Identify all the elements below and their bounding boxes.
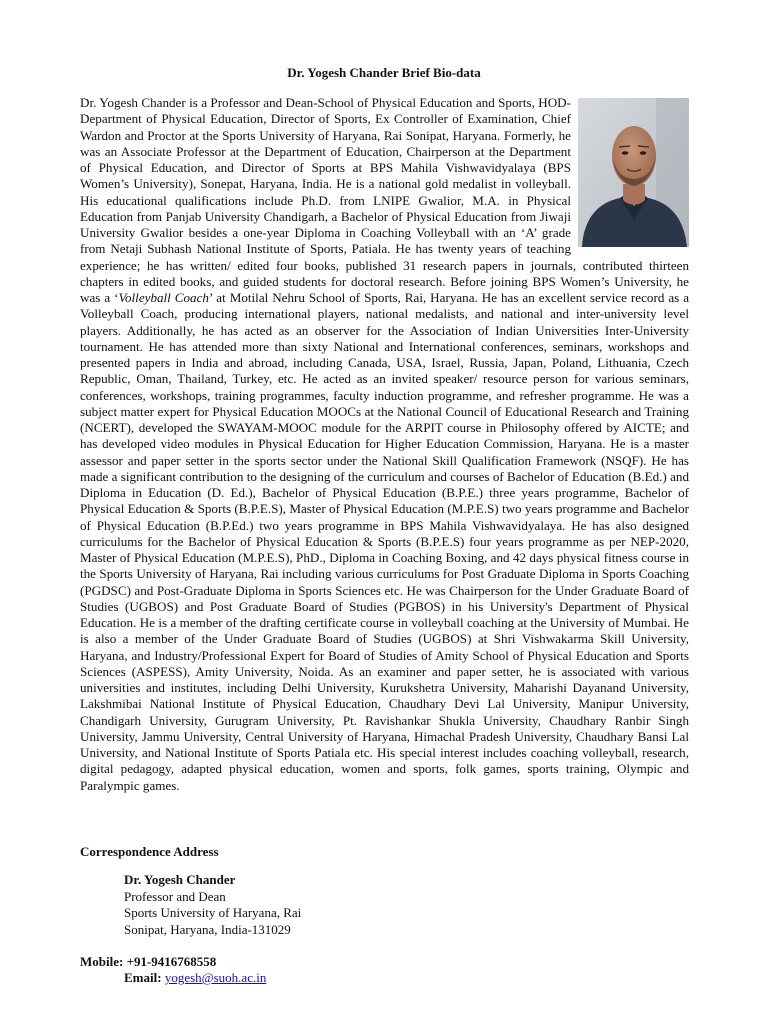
bio-text-part2: ’ at Motilal Nehru School of Sports, Rai, Haryana. He has an excellent service record as a Volleyball Coach, producing international players, national medalists, and national and inter-university level players. Additionally, he has acted as an observer for the Association of Indian Universities Inter-University tournament. He has attended more than sixty National and International conferences, seminars, workshops and presented papers in India and abroad, including Canada, USA, Israel, Russia, Japan, Poland, Lithuania, Czech Republic, Oman, Thailand, Turkey, etc. He acted as an invited speaker/ resource person for various seminars, conferences, workshops, training programmes, faculty induction programme, and refresher programme. He was a subject matter expert for Physical Education MOOCs at the National Council of Educational Research and Training (NCERT), developed the SWAYAM-MOOC module for the ARPIT course in Philosophy offered by AICTE; and has developed video modules in Physical Education for Higher Education Commission, Haryana. He is a master assessor and paper setter in the sports sector under the National Skill Qualification Framework (NSQF). He has made a significant contribution to the designing of the curriculum and courses of Bachelor of Education (B.Ed.) and Diploma in Education (D. Ed.), Bachelor of Physical Education (B.P.E.) three years programme, Bachelor of Physical Education & Sports (B.P.E.S), Master of Physical Education (M.P.E.S) two years programme and Bachelor of Physical Education (B.P.Ed.) two years programme in BPS Mahila Vishwavidyalaya. He has also designed curriculums for the Bachelor of Physical Education & Sports (B.P.E.S) four years programme as per NEP-2020, Master of Physical Education (M.P.E.S), PhD., Diploma in Coaching Boxing, and 42 days physical fitness course in the Sports University of Haryana, Rai including various curriculums for Post Graduate Diploma in Sports Coaching (PGDSC) and Post-Graduate Diploma in Sports Sciences etc. He was Chairperson for the Under Graduate Board of Studies (UGBOS) and Post Graduate Board of Studies (PGBOS) in his University's Department of Physical Education. He is a member of the drafting certificate course in volleyball coaching at the University of Mumbai. He is also a member of the Under Graduate Board of Studies (UGBOS) at Shri Vishwakarma Skill University, Haryana, and Industry/Professional Expert for Board of Studies of Amity School of Physical Education and Sports Sciences (ASPESS), Amity University, Noida. As an examiner and paper setter, he is associated with various universities and institutes, including Delhi University, Kurukshetra University, Maharishi Dayanand University, Lakshmibai National Institute of Physical Education, Chaudhary Devi Lal University, Manipur University, Chandigarh University, Gurugram University, Pt. Ravishankar Shukla University, Chaudhary Ranbir Singh University, Jammu University, Central University of Haryana, Himachal Pradesh University, Chaudhary Bansi Lal University, and National Institute of Sports Patiala etc. His special interest includes coaching volleyball, research, digital pedagogy, adapted physical education, women and sports, folk games, sports training, Olympic and Paralympic games. bbox=[80, 290, 689, 793]
bio-text-part1: Dr. Yogesh Chander is a Professor and Dean-School of Physical Education and Sports, HOD-Department of Physical Education, Director of Sports, Ex Controller of Examination, Chief Wardon and Proctor at the Sports University of Haryana, Rai Sonipat, Haryana. Formerly, he was an Associate Professor at the Department of Education, Chairperson at the Department of Physical Education, and Director of Sports at BPS Mahila Vishwavidyalaya (BPS Women’s University), Sonepat, Haryana, India. He is a national gold medalist in volleyball. His educational qualifications include Ph.D. from LNIPE Gwalior, M.A. in Physical Education from Panjab University Chandigarh, a Bachelor of Physical Education from Jiwaji University Gwalior besides a one-year Diploma in Coaching Volleyball with an ‘A’ grade from Netaji Subhash National Institute of Sports, Patiala. He has twenty years of teaching experience; he has written/ edited four books, published 31 research papers in journals, contributed thirteen chapters in edited books, and guided students for doctoral research. Before joining BPS Women’s University, he was a ‘ bbox=[80, 95, 689, 305]
email-link[interactable]: yogesh@suoh.ac.in bbox=[164, 970, 267, 985]
bio-text-block bbox=[80, 95, 689, 794]
correspondence-address bbox=[124, 872, 301, 938]
address-line-1: Professor and Dean bbox=[124, 888, 226, 904]
document-title: Dr. Yogesh Chander Brief Bio-data bbox=[287, 65, 481, 80]
address-name: Dr. Yogesh Chander bbox=[124, 872, 236, 887]
bio-italic-volleyball-coach: Volleyball Coach bbox=[118, 290, 209, 305]
email-line bbox=[124, 970, 266, 987]
photo-spacer bbox=[571, 95, 689, 257]
correspondence-heading: Correspondence Address bbox=[80, 844, 219, 859]
email-label: Email: bbox=[124, 970, 165, 985]
mobile-number: Mobile: +91-9416768558 bbox=[80, 954, 217, 969]
address-line-2: Sports University of Haryana, Rai bbox=[124, 905, 302, 920]
address-line-3: Sonipat, Haryana, India-131029 bbox=[124, 921, 291, 937]
